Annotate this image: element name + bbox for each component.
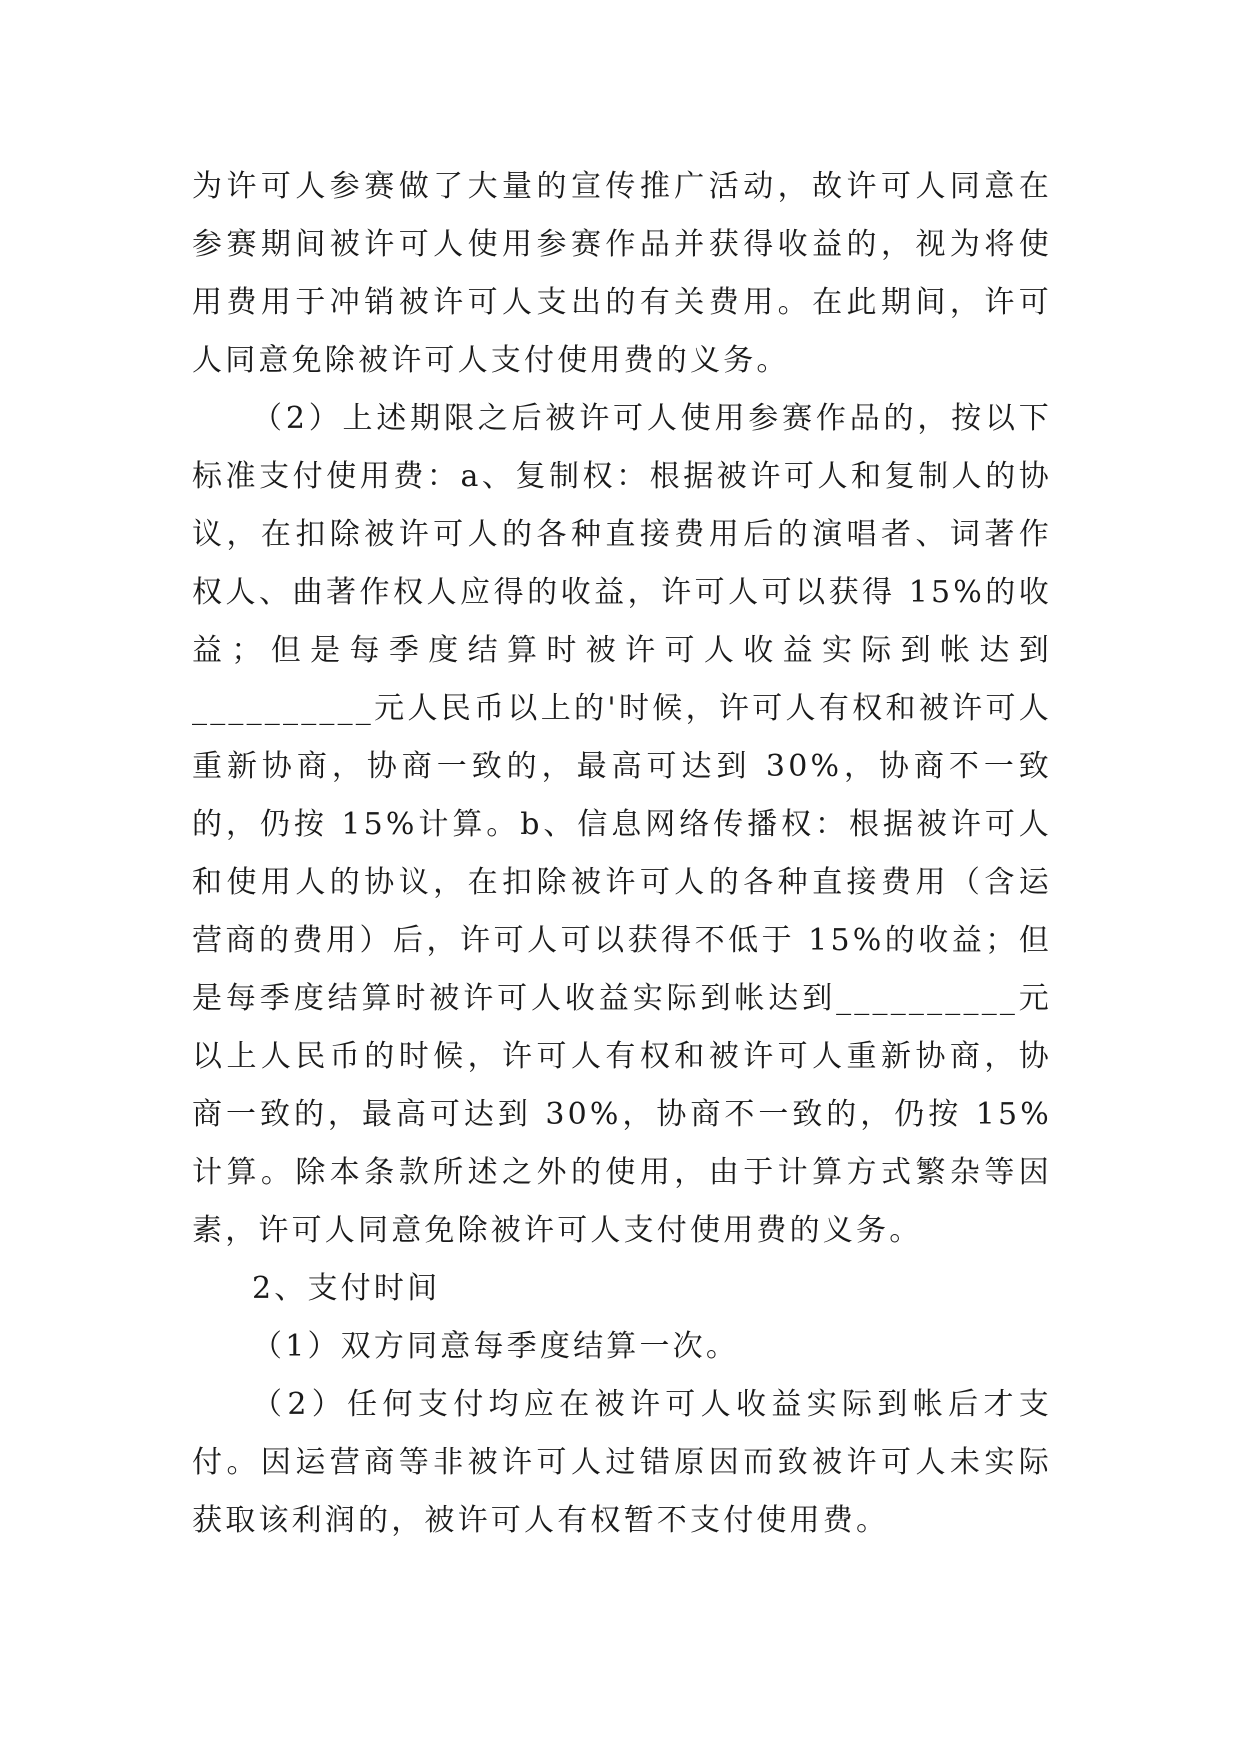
- section-heading-payment-time: 2、支付时间: [252, 1271, 441, 1306]
- paragraph-quarterly-settlement: （1）双方同意每季度结算一次。: [252, 1329, 740, 1364]
- paragraph-continuation: 为许可人参赛做了大量的宣传推广活动，故许可人同意在参赛期间被许可人使用参赛作品并获得收益的，视为将使用费用于冲销被许可人支出的有关费用。在此期间，许可人同意免除被许可人支付使用费的义务。: [192, 169, 1052, 378]
- document-body: [192, 158, 1052, 1550]
- paragraph-payment-standard: （2）上述期限之后被许可人使用参赛作品的，按以下标准支付使用费：a、复制权：根据被许可人和复制人的协议，在扣除被许可人的各种直接费用后的演唱者、词著作权人、曲著作权人应得的收益，许可人可以获得 15%的收益；但是每季度结算时被许可人收益实际到帐达到__________元人民币以上的'时候，许可人有权和被许可人重新协商，协商一致的，最高可达到 30%，协商不一致的，仍按 15%计算。b、信息网络传播权：根据被许可人和使用人的协议，在扣除被许可人的各种直接费用（含运营商的费用）后，许可人可以获得不低于 15%的收益；但是每季度结算时被许可人收益实际到帐达到__________元以上人民币的时候，许可人有权和被许可人重新协商，协商一致的，最高可达到 30%，协商不一致的，仍按 15%计算。除本条款所述之外的使用，由于计算方式繁杂等因素，许可人同意免除被许可人支付使用费的义务。: [192, 401, 1052, 1248]
- paragraph-payment-condition: （2）任何支付均应在被许可人收益实际到帐后才支付。因运营商等非被许可人过错原因而致被许可人未实际获取该利润的，被许可人有权暂不支付使用费。: [192, 1387, 1052, 1538]
